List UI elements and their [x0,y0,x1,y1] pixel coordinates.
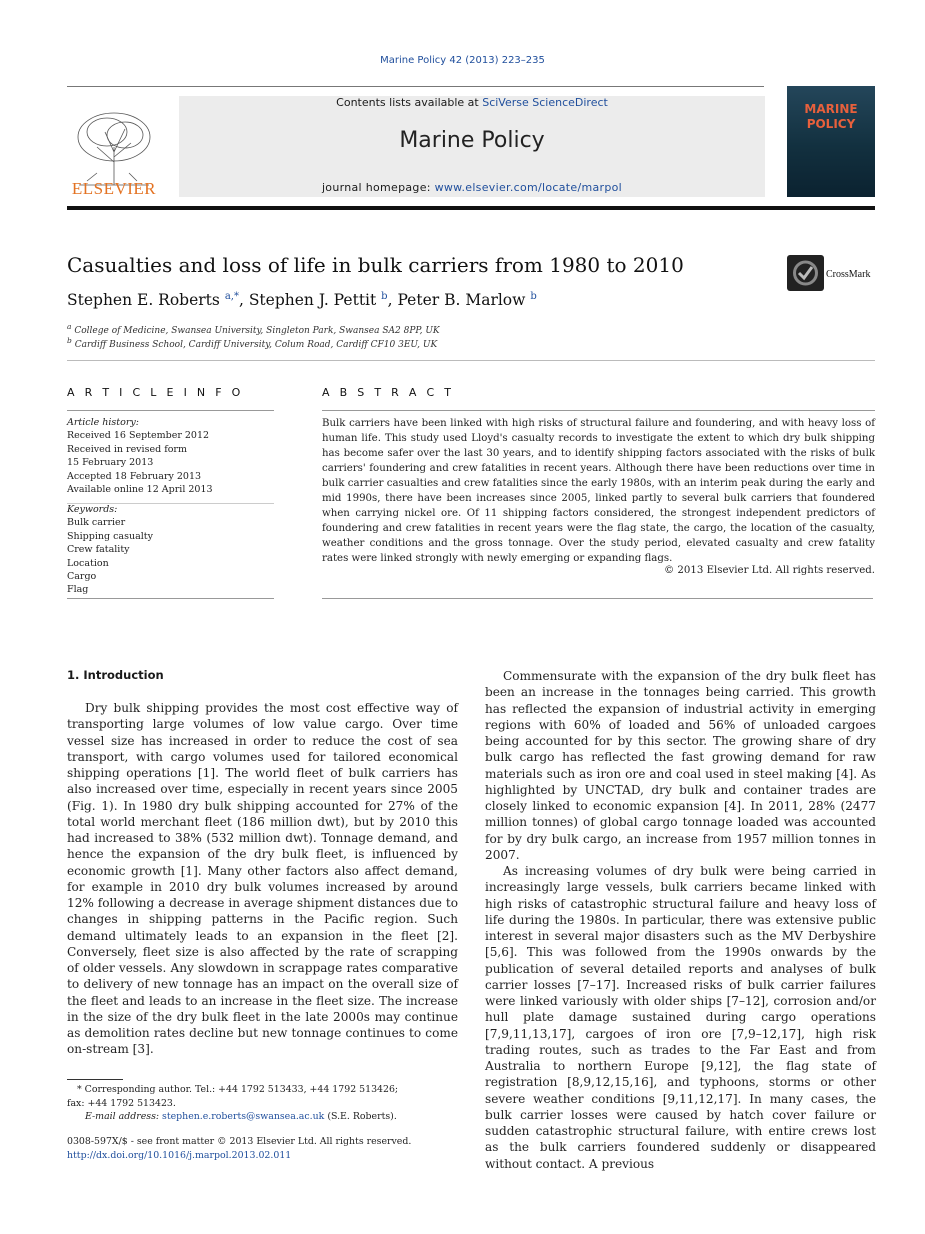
info-rule [67,410,274,411]
affiliation-text: Cardiff Business School, Cardiff University, Colum Road, Cardiff CF10 3EU, UK [74,340,438,350]
front-matter-line: 0308-597X/$ - see front matter © 2013 Elsevier Ltd. All rights reserved. [67,1136,412,1147]
info-rule [67,598,274,599]
homepage-prefix: journal homepage: [321,181,435,194]
sciencedirect-link[interactable]: SciVerse ScienceDirect [482,96,608,109]
header-thick-rule [67,206,875,210]
affiliation-mark: b [67,336,72,345]
article-title: Casualties and loss of life in bulk carriers from 1980 to 2010 [67,253,684,277]
keyword: Bulk carrier [67,517,126,529]
author-name[interactable]: Peter B. Marlow [397,291,526,310]
cover-title-1: MARINE [804,102,858,116]
abstract-rule [322,598,873,599]
keyword: Cargo [67,571,97,583]
body-paragraph: As increasing volumes of dry bulk were being carried in increasingly large vessels, bulk carriers became linked with high risks of catastrophic structural failure and heavy loss of life during the 1980s. In particular, there was extensive public interest in several major disasters such as the MV Derbyshire [5,6]. This was followed from the 1990s onwards by the publication of several detailed reports and analyses of bulk carrier losses [7–17]. Increased risks of bulk carrier failures were linked variously with older ships [7–12], corrosion and/or hull plate damage sustained during cargo operations [7,9,11,13,17], cargoes of iron ore [7,9–12,17], high risk trading routes, such as trades to the Far East and from Australia to northern Europe [9,12], the flag state of registration [8,9,12,15,16], and typhoons, storms or other severe weather conditions [9,11,12,17]. In many cases, the bulk carrier losses were caused by hatch cover failure or sudden catastrophic structural failure, with entire crews lost as the bulk carriers foundered suddenly or disappeared without contact. A previous [485,864,876,1171]
abstract-heading: A B S T R A C T [322,386,455,399]
abstract-text: Bulk carriers have been linked with high risks of structural failure and foundering, and with heavy loss of human life. This study used Lloyd's casualty records to investigate the extent to which dry bulk shipping has become safer over the last 30 years, and to identify shipping factors associated with the risks of bulk carriers' foundering and crew fatalities in recent years. Although there have been reductions over time in bulk carrier casualties and crew fatalities since the early 1980s, with an interim peak during the early and mid 1990s, there have been increases since 2005, linked partly to several bulk carriers that foundered when carrying nickel ore. Of 11 shipping factors considered, the strongest independent predictors of foundering and crew fatalities in recent years were the flag state, the cargo, the location of the casualty, weather conditions and the gross tonnage. Over the study period, elevated casualty and crew fatality rates were linked strongly with newly emerging or expanding flags. [322,418,875,564]
keywords [67,503,153,597]
journal-name: Marine Policy [399,128,545,153]
journal-cover-image[interactable] [787,86,875,197]
copyright: © 2013 Elsevier Ltd. All rights reserved. [663,565,875,576]
keywords-label: Keywords: [67,504,118,515]
crossmark-icon[interactable] [787,255,824,291]
body-paragraph: Dry bulk shipping provides the most cost effective way of transporting large volumes of low value cargo. Over time vessel size has increased in order to reduce the cost of sea transport, with cargo volumes used for tailored economical shipping operations [1]. The world fleet of bulk carriers has also increased over time, especially in recent years since 2005 (Fig. 1). In 1980 dry bulk shipping accounted for 27% of the total world merchant fleet (186 million dwt), but by 2010 this had increased to 38% (532 million dwt). Tonnage demand, and hence the expansion of the dry bulk fleet, is influenced by economic growth [1]. Many other factors also affect demand, for example in 2010 dry bulk volumes increased by around 12% following a decrease in average shipment distances due to changes in shipping patterns in the Pacific region. Such demand ultimately leads to an expansion in the fleet [2]. Conversely, fleet size is also affected by the rate of scrapping of older vessels. Any slowdown in scrappage rates comparative to delivery of new tonnage has an impact on the overall size of the fleet and leads to an increase in the fleet size. The increase in the size of the dry bulk fleet in the late 2000s may continue as demolition rates decline but new tonnage continues to come on-stream [3]. [67,701,458,1057]
affiliation-a [67,322,440,336]
author-name[interactable]: Stephen E. Roberts [67,291,220,310]
author-mark[interactable]: b [530,291,537,302]
cover-title-2: POLICY [806,117,856,131]
article-history [67,416,213,496]
body-paragraph: Commensurate with the expansion of the dry bulk fleet has been an increase in the tonnages being carried. This growth has reflected the expansion of industrial activity in emerging regions with 60% of loaded and 56% of unloaded cargoes being accounted for by this sector. The growing share of dry bulk cargo has reflected the fast growing demand for raw materials such as iron ore and coal used in steel making [4]. As highlighted by UNCTAD, dry bulk and container trades are closely linked to economic expansion [4]. In 2011, 28% (2477 million tonnes) of global cargo tonnage loaded was accounted for by dry bulk cargo, an increase from 1957 million tonnes in 2007. [485,669,876,862]
front-matter [67,1135,411,1163]
publisher-name: ELSEVIER [71,179,157,198]
journal-reference[interactable]: Marine Policy 42 (2013) 223–235 [380,55,545,66]
keyword: Shipping casualty [67,530,153,542]
author-mark[interactable]: a,* [224,291,239,302]
homepage-link[interactable]: www.elsevier.com/locate/marpol [434,181,623,194]
affiliation-b [67,336,437,350]
affiliation-text: College of Medicine, Swansea University, Singleton Park, Swansea SA2 8PP, UK [74,326,440,336]
author-list: Stephen E. Roberts $^{a,*}$, Stephen J. Pettit $^b$, Peter B. Marlow $^b$ [67,291,537,310]
email-suffix: (S.E. Roberts). [324,1111,397,1122]
contents-prefix: Contents lists available at [336,96,483,109]
keyword: Location [67,557,109,569]
homepage-line [179,181,765,194]
history-item: 15 February 2013 [67,457,154,469]
footnote-rule [67,1079,123,1080]
article-info-heading: A R T I C L E I N F O [67,386,244,399]
footnote-email-line [67,1110,458,1124]
history-item: Accepted 18 February 2013 [67,470,202,482]
history-item: Available online 12 April 2013 [67,484,213,496]
abstract-rule [322,410,875,411]
author-mark[interactable]: b [381,291,388,302]
affiliation-rule [67,360,875,361]
email-link[interactable]: stephen.e.roberts@swansea.ac.uk [162,1111,325,1122]
footnote-line: * Corresponding author. Tel.: +44 1792 513433, +44 1792 513426; [77,1084,399,1095]
doi-link[interactable]: http://dx.doi.org/10.1016/j.marpol.2013.02.011 [67,1150,292,1161]
keyword: Flag [67,584,89,596]
contents-line [179,96,765,109]
history-item: Received 16 September 2012 [67,430,210,442]
body-column-right [485,668,876,1172]
header-rule [67,86,764,87]
author-name[interactable]: Stephen J. Pettit [248,291,377,310]
footnote [67,1083,458,1124]
footnote-line: fax: +44 1792 513423. [67,1097,176,1109]
history-item: Received in revised form [67,443,187,455]
email-label: E-mail address: [85,1111,163,1122]
keyword: Crew fatality [67,544,130,556]
affiliation-mark: a [67,322,72,331]
history-label: Article history: [67,417,139,428]
body-column-left [67,700,458,1058]
section-heading: 1. Introduction [67,668,164,682]
crossmark-label[interactable]: CrossMark [826,269,871,280]
